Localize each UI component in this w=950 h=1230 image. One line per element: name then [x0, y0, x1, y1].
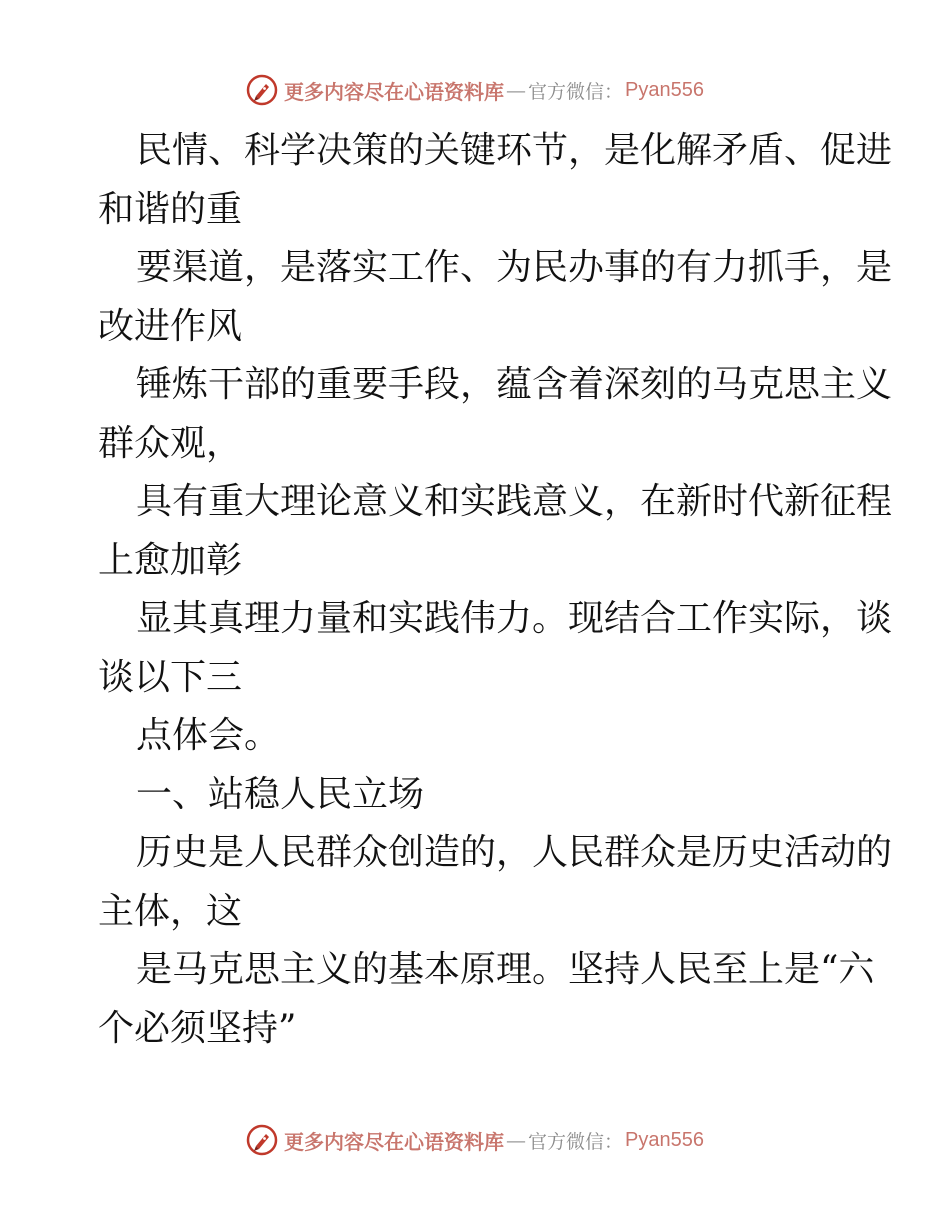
banner-wechat-id: Pyan556 — [625, 78, 704, 101]
banner-wechat-label: 官方微信： — [528, 1130, 624, 1153]
text-line: 是马克思主义的基本原理。坚持人民至上是“六 — [136, 949, 875, 990]
banner-dash: — — [506, 1128, 526, 1152]
text-line: 历史是人民群众创造的，人民群众是历史活动的 — [136, 832, 893, 873]
banner-wechat-id: Pyan556 — [625, 1128, 704, 1151]
banner-wechat-label: 官方微信： — [528, 80, 624, 103]
pen-nib-logo-icon — [246, 74, 278, 106]
text-line: 点体会。 — [136, 715, 281, 756]
text-line: 群众观， — [98, 422, 243, 464]
pen-nib-logo-icon — [246, 1124, 278, 1156]
text-line: 上愈加彰 — [98, 539, 243, 581]
text-line: 民情、科学决策的关键环节，是化解矛盾、促进 — [136, 130, 893, 171]
footer-banner — [0, 1120, 950, 1160]
banner-dash: — — [506, 78, 526, 102]
text-line: 显其真理力量和实践伟力。现结合工作实际，谈 — [136, 598, 893, 639]
text-line: 改进作风 — [98, 305, 243, 347]
text-line: 具有重大理论意义和实践意义，在新时代新征程 — [136, 481, 893, 522]
section-heading: 一、站稳人民立场 — [136, 773, 425, 815]
header-banner — [0, 70, 950, 110]
text-line: 个必须坚持” — [98, 1007, 297, 1049]
text-line: 要渠道，是落实工作、为民办事的有力抓手，是 — [136, 247, 893, 288]
text-line: 锤炼干部的重要手段，蕴含着深刻的马克思主义 — [136, 364, 893, 405]
text-line: 谈以下三 — [98, 656, 243, 698]
document-body — [98, 122, 893, 1058]
banner-title: 更多内容尽在心语资料库 — [284, 1129, 504, 1154]
text-line: 和谐的重 — [98, 188, 243, 230]
banner-title: 更多内容尽在心语资料库 — [284, 79, 504, 104]
text-line: 主体，这 — [98, 890, 243, 932]
